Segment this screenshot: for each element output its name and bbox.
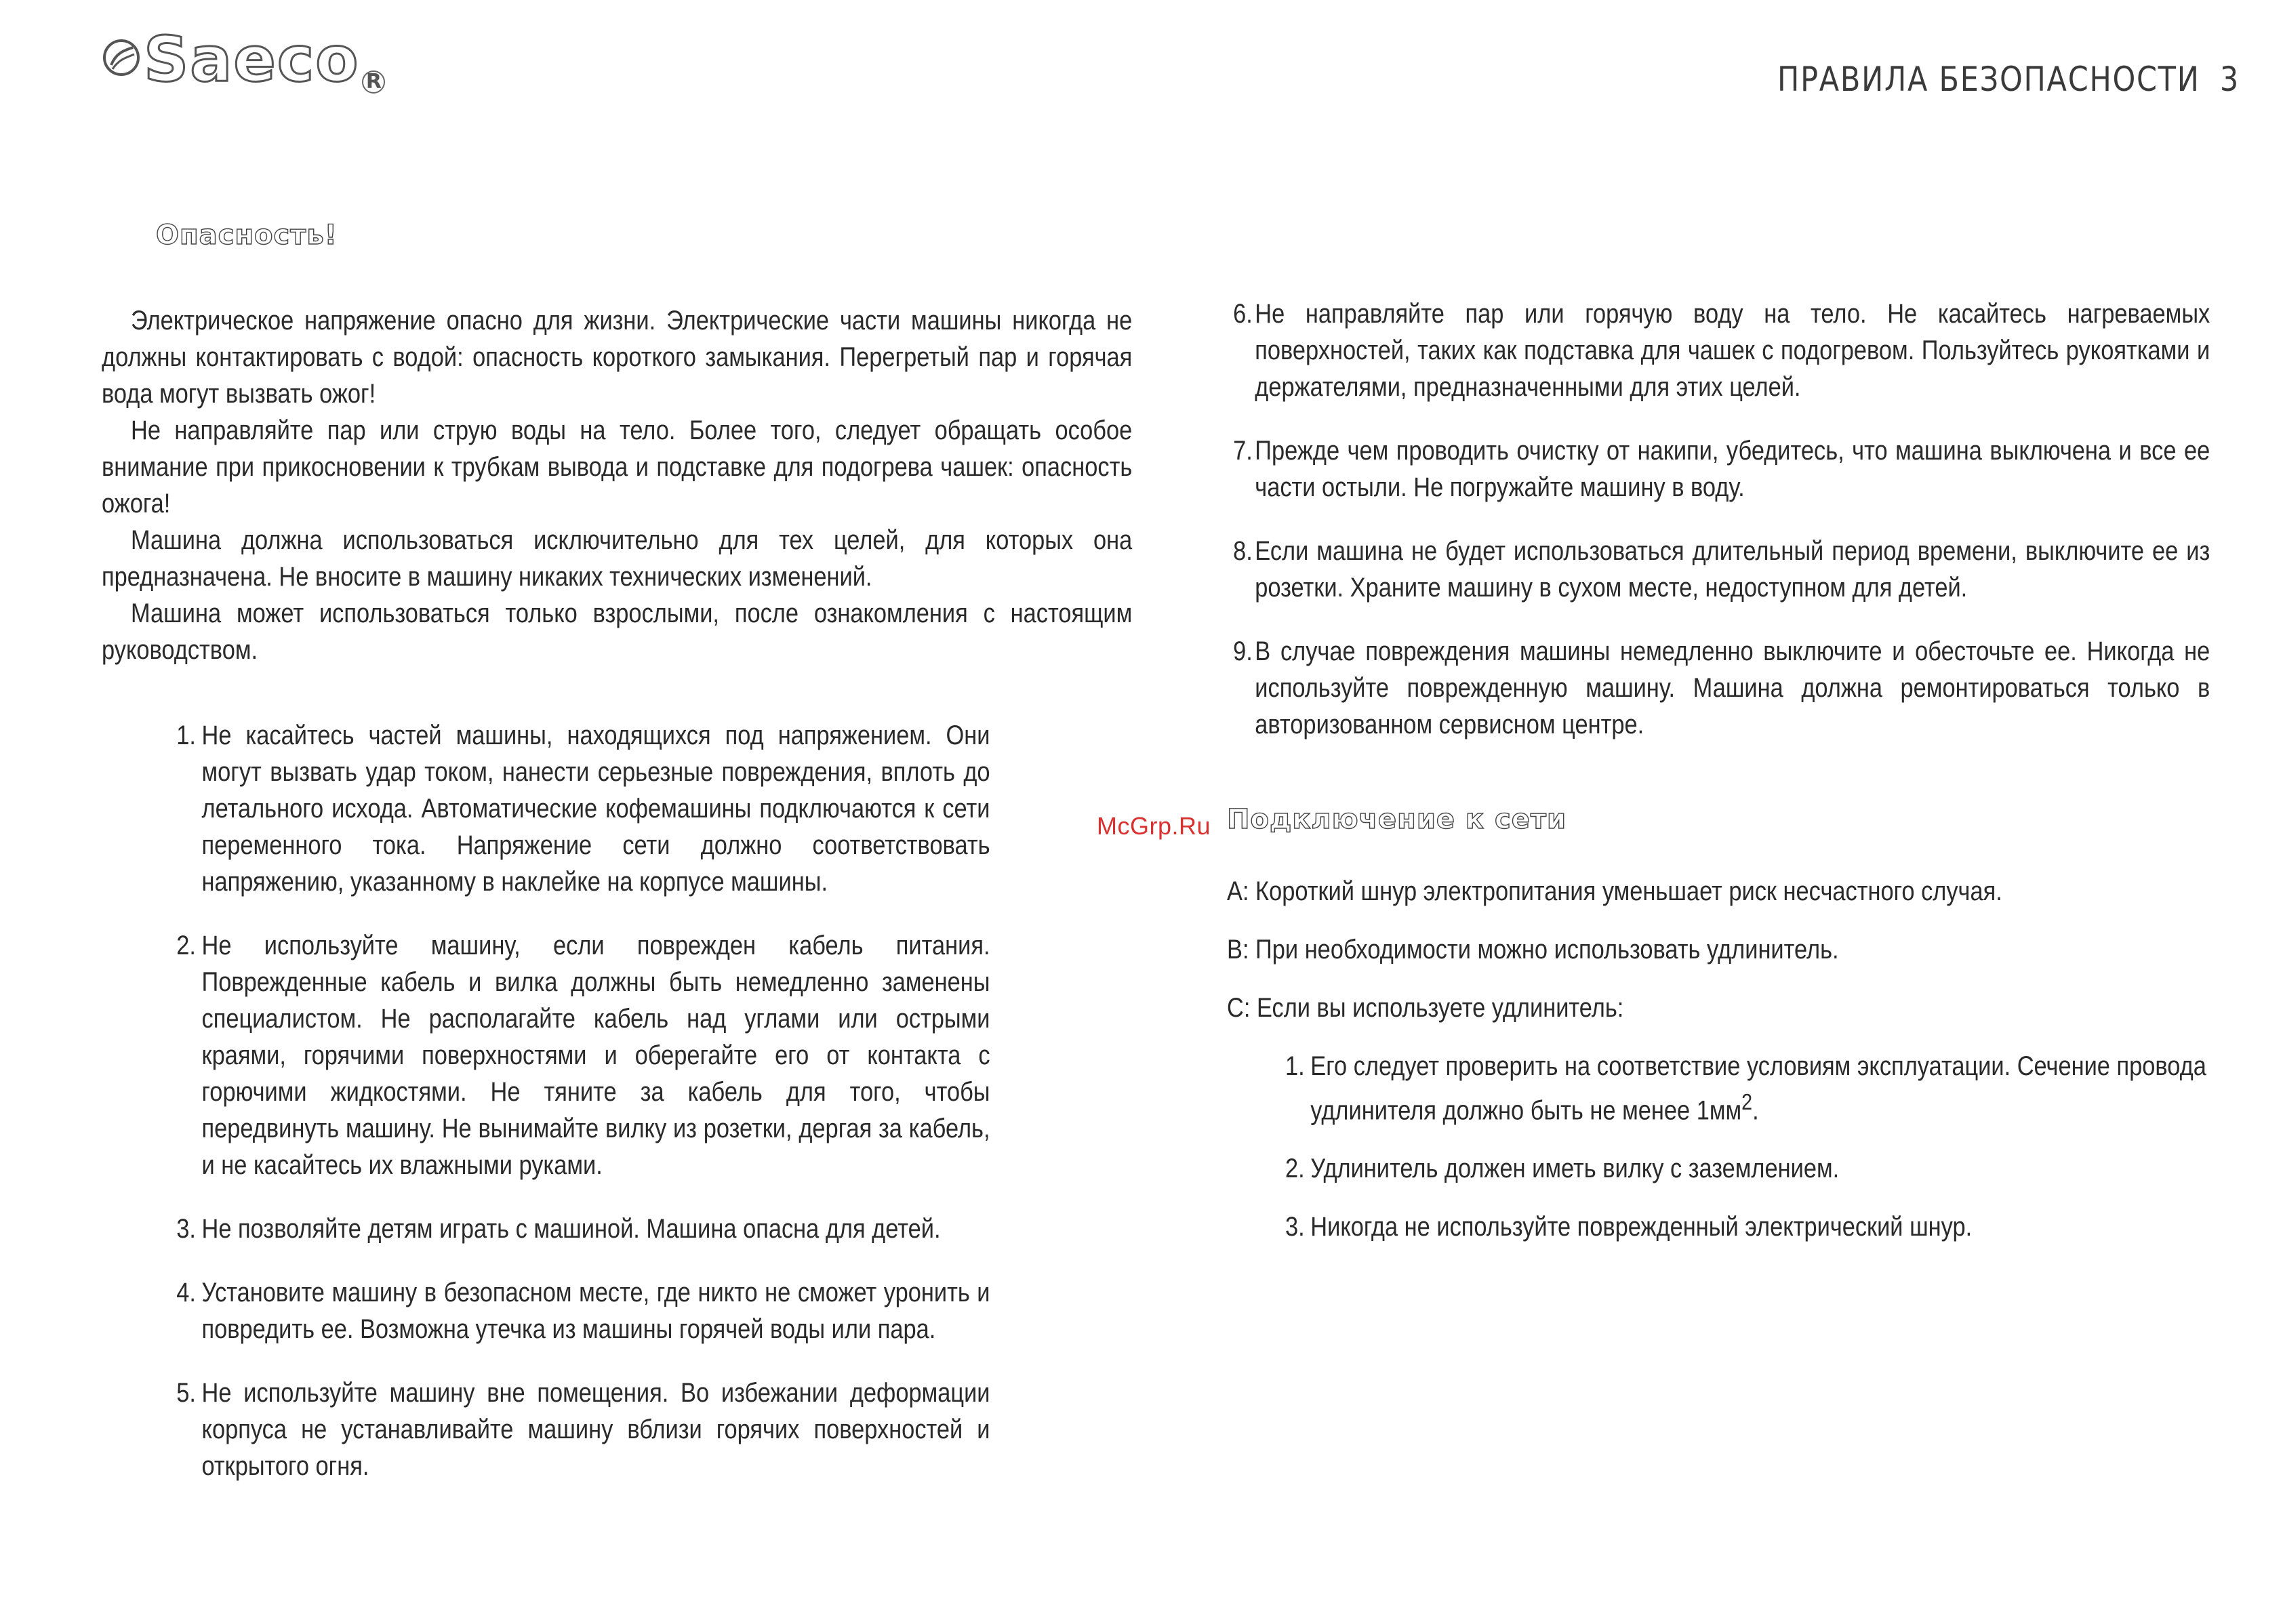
section-title: ПРАВИЛА БЕЗОПАСНОСТИ: [1777, 60, 2200, 99]
rule-number: 2.: [176, 931, 196, 960]
danger-heading: Опасность!: [156, 220, 338, 251]
extension-rule-text: [1310, 1048, 2210, 1129]
watermark: McGrp.Ru: [1097, 812, 1211, 840]
rule-text: Если машина не будет использоваться длительный период времени, выключите ее из розетки. Храните машину в сухом месте, недоступном для детей.: [1255, 536, 2210, 603]
logo-wordmark: Saeco: [144, 23, 360, 96]
danger-paragraph: Электрическое напряжение опасно для жизни. Электрические части машины никогда не должны контактировать с водой: опасность короткого замыкания. Перегретый пар и горячая вода могут вызвать ожог!: [102, 306, 1133, 409]
rule-number: 9.: [1233, 636, 1253, 666]
safety-rule-item: [1227, 296, 2210, 405]
rule-number: 4.: [176, 1278, 196, 1307]
extension-rule-item: [1282, 1048, 2210, 1129]
connection-note-b: B: При необходимости можно использовать удлинитель.: [1227, 935, 1839, 965]
extension-rule-number: 3.: [1285, 1212, 1305, 1242]
saeco-swirl-icon: [102, 38, 141, 77]
extension-rule-tail: .: [1752, 1095, 1759, 1126]
left-column: [102, 217, 1132, 1511]
rule-number: 1.: [176, 720, 196, 750]
rule-number: 6.: [1233, 299, 1253, 329]
connection-note-c: C: Если вы используете удлинитель:: [1227, 993, 1624, 1023]
page-number: 3: [2219, 60, 2240, 99]
extension-rule-main: Его следует проверить на соответствие условиям эксплуатации. Сечение провода удлинителя должно быть не менее 1мм: [1310, 1051, 2206, 1126]
right-column: [1227, 296, 2210, 1267]
extension-rule-number: 1.: [1285, 1051, 1305, 1081]
danger-paragraph: Машина должна использоваться исключительно для тех целей, для которых она предназначена. Не вносите в машину никаких технических изменений.: [102, 525, 1133, 592]
rule-number: 3.: [176, 1214, 196, 1244]
rule-text: Прежде чем проводить очистку от накипи, убедитесь, что машина выключена и все ее части остыли. Не погружайте машину в воду.: [1255, 436, 2210, 502]
danger-paragraph: Машина может использоваться только взрослыми, после ознакомления с настоящим руководством.: [102, 598, 1133, 665]
safety-rule-item: [154, 717, 990, 900]
safety-rule-item: [154, 1375, 990, 1484]
rule-text: Не позволяйте детям играть с машиной. Машина опасна для детей.: [201, 1214, 941, 1244]
safety-rules-list-right: [1227, 296, 2210, 743]
connection-note-a: A: Короткий шнур электропитания уменьшает риск несчастного случая.: [1227, 876, 2002, 906]
safety-rule-item: [154, 927, 990, 1183]
extension-rule-text: Никогда не используйте поврежденный электрический шнур.: [1310, 1212, 1973, 1242]
connection-heading: Подключение к сети: [1227, 804, 1567, 835]
power-connection-section: [1227, 801, 2210, 1245]
page-header: [1777, 60, 2240, 99]
rule-text: Не направляйте пар или горячую воду на тело. Не касайтесь нагреваемых поверхностей, таких как подставка для чашек с подогревом. Пользуйтесь рукоятками и держателями, предназначенными для этих целей.: [1255, 299, 2210, 402]
extension-rule-text: Удлинитель должен иметь вилку с заземлением.: [1310, 1154, 1840, 1184]
safety-rule-item: [1227, 432, 2210, 506]
rule-text: Не используйте машину, если поврежден кабель питания. Поврежденные кабель и вилка должны быть немедленно заменены специалистом. Не располагайте кабель над углами или острыми краями, горячими поверхностями и оберегайте его от контакта с горючими жидкостями. Не тяните за кабель для того, чтобы передвинуть машину. Не вынимайте вилку из розетки, дергая за кабель, и не касайтесь их влажными руками.: [201, 931, 990, 1180]
rule-text: Не касайтесь частей машины, находящихся под напряжением. Они могут вызвать удар током, нанести серьезные повреждения, вплоть до летального исхода. Автоматические кофемашины подключаются к сети переменного тока. Напряжение сети должно соответствовать напряжению, указанному в наклейке на корпусе машины.: [201, 720, 990, 897]
registered-mark: R: [362, 70, 385, 94]
danger-paragraph: Не направляйте пар или струю воды на тело. Более того, следует обращать особое внимание при прикосновении к трубкам вывода и подставке для подогрева чашек: опасность ожога!: [102, 415, 1133, 519]
extension-rule-item: [1282, 1150, 2210, 1187]
extension-rule-item: [1282, 1209, 2210, 1245]
extension-cord-list: [1282, 1048, 2210, 1245]
rule-number: 8.: [1233, 536, 1253, 566]
safety-rule-item: [154, 1274, 990, 1347]
rule-number: 5.: [176, 1378, 196, 1408]
safety-rule-item: [1227, 533, 2210, 606]
superscript-exponent: 2: [1741, 1090, 1753, 1115]
safety-rules-list-left: [154, 717, 1132, 1484]
rule-text: Не используйте машину вне помещения. Во избежании деформации корпуса не устанавливайте машину вблизи горячих поверхностей и открытого огня.: [201, 1378, 990, 1481]
safety-rule-item: [154, 1211, 990, 1247]
saeco-logo: [102, 23, 385, 96]
rule-number: 7.: [1233, 436, 1253, 466]
rule-text: Установите машину в безопасном месте, где никто не сможет уронить и повредить ее. Возможна утечка из машины горячей воды или пара.: [201, 1278, 990, 1344]
extension-rule-number: 2.: [1285, 1154, 1305, 1184]
safety-rule-item: [1227, 633, 2210, 743]
rule-text: В случае повреждения машины немедленно выключите и обесточьте ее. Никогда не используйте поврежденную машину. Машина должна ремонтироваться только в авторизованном сервисном центре.: [1255, 636, 2210, 739]
